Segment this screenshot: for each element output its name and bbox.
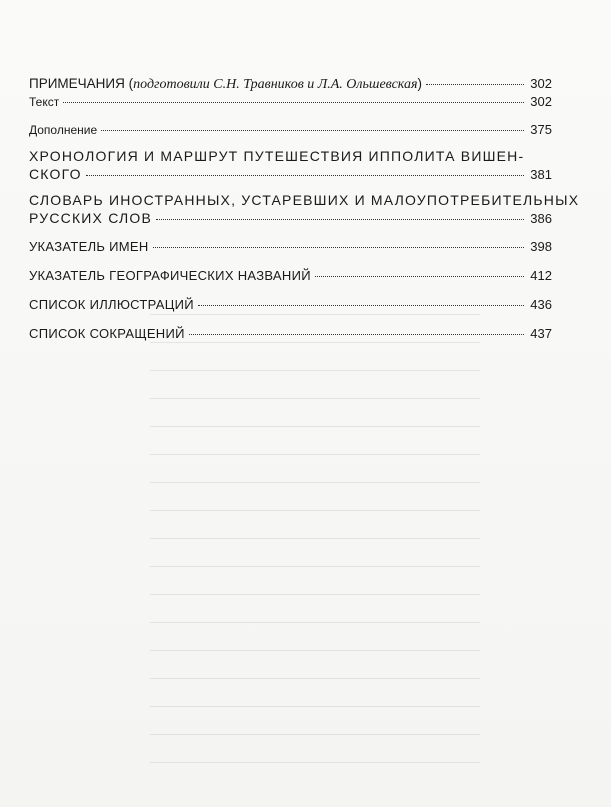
toc-entry-glossary (29, 210, 552, 226)
dot-leader (63, 102, 524, 103)
toc-page-number: 436 (530, 297, 552, 312)
toc-entry-name-index (29, 239, 552, 254)
toc-page-number: 437 (530, 326, 552, 341)
toc-entry-supplement (29, 122, 552, 137)
toc-entry-title: СПИСОК СОКРАЩЕНИЙ (29, 326, 185, 341)
toc-entry-title: УКАЗАТЕЛЬ ИМЕН (29, 239, 149, 254)
toc-entry-illustrations (29, 297, 552, 312)
toc-page-number: 375 (530, 122, 552, 137)
dot-leader (189, 334, 524, 335)
dot-leader (101, 130, 524, 131)
dot-leader (198, 305, 524, 306)
toc-entry-title: Текст (29, 95, 60, 109)
toc-title-italic: подготовили С.Н. Травников и Л.А. Ольшевская (133, 77, 418, 92)
toc-entry-chronology-line1: ХРОНОЛОГИЯ И МАРШРУТ ПУТЕШЕСТВИЯ ИППОЛИТА ВИШЕН- (29, 148, 525, 164)
show-through-text (150, 300, 480, 770)
toc-title-close: ) (417, 76, 422, 91)
toc-entry-glossary-line1: СЛОВАРЬ ИНОСТРАННЫХ, УСТАРЕВШИХ И МАЛОУПОТРЕБИТЕЛЬНЫХ (29, 192, 580, 208)
toc-entry-title: Дополнение (29, 123, 98, 137)
toc-entry-title: РУССКИХ СЛОВ (29, 210, 153, 226)
dot-leader (86, 175, 524, 176)
toc-entry-text (29, 94, 552, 109)
toc-page-number: 302 (530, 76, 552, 91)
toc-entry-title: УКАЗАТЕЛЬ ГЕОГРАФИЧЕСКИХ НАЗВАНИЙ (29, 268, 311, 283)
toc-page-number: 398 (530, 239, 552, 254)
toc-entry-title: СКОГО (29, 166, 82, 182)
toc-entry-title: СПИСОК ИЛЛЮСТРАЦИЙ (29, 297, 194, 312)
toc-entry-geo-index (29, 268, 552, 283)
toc-entry-abbreviations (29, 326, 552, 341)
toc-page-number: 381 (530, 167, 552, 182)
toc-page-number: 386 (530, 211, 552, 226)
dot-leader (315, 276, 524, 277)
toc-page-number: 302 (530, 94, 552, 109)
dot-leader (153, 247, 524, 248)
dot-leader (426, 84, 524, 85)
dot-leader (156, 219, 524, 220)
toc-entry-title (29, 76, 422, 93)
toc-title-main: ПРИМЕЧАНИЯ ( (29, 76, 134, 91)
toc-entry-notes (29, 76, 552, 93)
toc-page-number: 412 (530, 268, 552, 283)
toc-entry-chronology (29, 166, 552, 182)
